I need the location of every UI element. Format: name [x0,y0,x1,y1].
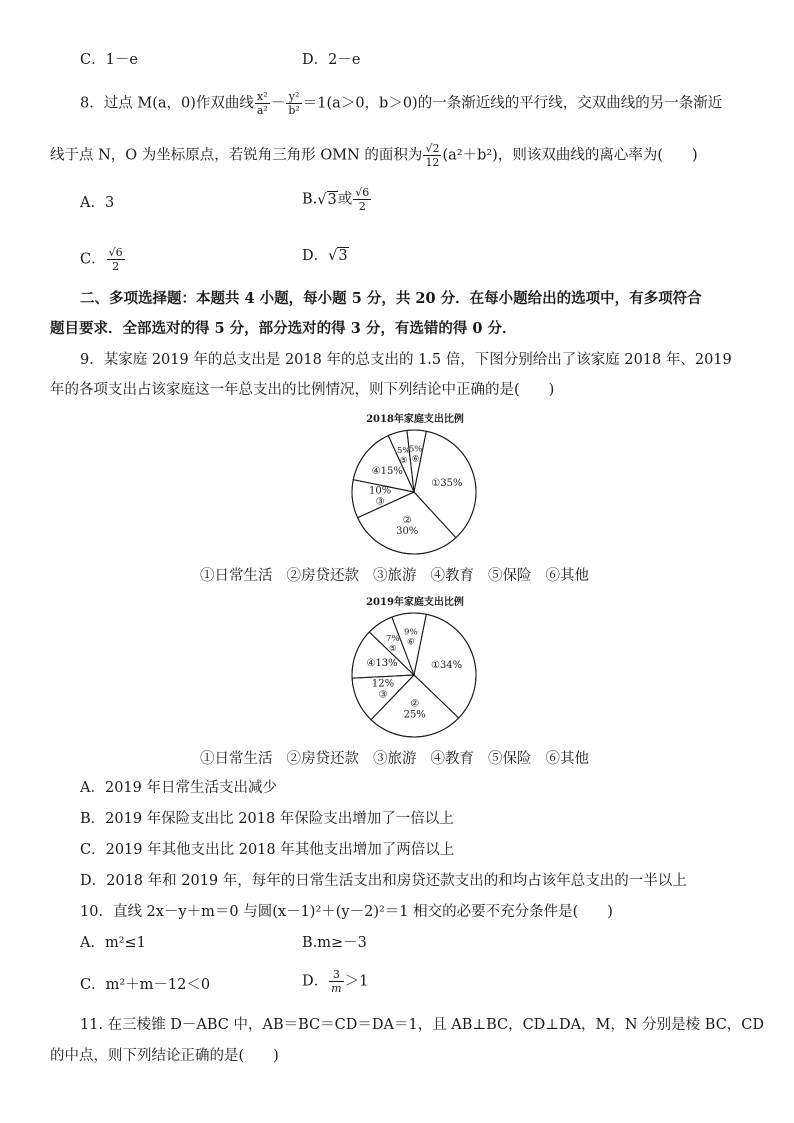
legend-item: ⑤保险 [488,751,532,767]
legend-item: ⑥其他 [545,751,589,767]
chart2-title: 2019年家庭支出比例 [366,597,464,608]
legend-item: ④教育 [430,568,474,584]
legend-item: ②房贷还款 [286,568,359,584]
pie-chart-2018 [340,420,490,565]
pie-label-2: ② 30% [396,514,419,537]
pie-label-6: 5% ⑥ [408,444,423,465]
pie-label-3: 12% ③ [371,678,395,701]
section2-title-cont: 题目要求．全部选对的得 5 分，部分选对的得 3 分，有选错的得 0 分． [50,320,517,337]
legend-item: ③旅游 [373,751,417,767]
legend-item: ③旅游 [373,568,417,584]
q9-option-b: B．2019 年保险支出比 2018 年保险支出增加了一倍以上 [80,811,454,827]
q9-line2: 年的各项支出占该家庭这一年总支出的比例情况，则下列结论中正确的是( ) [50,382,555,398]
q10-option-b: B.m≥－3 [302,935,367,951]
chart2-legend [200,747,603,768]
legend-item: ②房贷还款 [286,751,359,767]
q7-option-d: D．2－e [302,52,361,68]
legend-item: ①日常生活 [200,751,273,767]
pie-chart-2019 [340,603,490,748]
q10-option-c: C．m²＋m－12＜0 [80,977,211,993]
q8-option-c: C． $\frac{√6}{2}$ [80,246,123,273]
pie-label-6: 9% ⑥ [404,627,418,648]
q9-option-c: C．2019 年其他支出比 2018 年其他支出增加了两倍以上 [80,842,455,858]
section2-title: 二、多项选择题：本题共 4 小题，每小题 5 分，共 20 分．在每小题给出的选项中，有多项符合 [80,290,702,307]
pie-label-4: ④15% [371,465,403,477]
chart1-legend [200,564,603,585]
q9-option-a: A．2019 年日常生活支出减少 [80,780,277,796]
legend-item: ⑥其他 [545,568,589,584]
q11-line2: 的中点，则下列结论正确的是( ) [50,1048,279,1064]
q8-option-a: A．3 [80,195,115,211]
q8-line2: 线于点 N，O 为坐标原点，若锐角三角形 OMN 的面积为 $\frac{√2}{12}$ (a²＋b²)，则该双曲线的离心率为( ) [50,142,698,169]
pie-label-1: ①34% [430,659,463,671]
pie-label-5: 7% ⑤ [386,634,400,654]
q10-stem: 10．直线 2x－y＋m＝0 与圆(x－1)²＋(y－2)²＝1 相交的必要不充分条件是( ) [80,904,613,920]
legend-item: ①日常生活 [200,568,273,584]
q10-option-d: D． $\frac{3}{m}$ ＞1 [302,968,369,995]
pie-label-1: ①35% [431,477,463,489]
pie-label-4: ④13% [366,658,398,670]
q7-option-c: C．1－e [80,52,138,68]
pie-label-5: 5% ⑤ [396,446,411,466]
chart1-title: 2018年家庭支出比例 [366,414,464,425]
pie-label-3: 10% ③ [368,485,392,508]
q8-line1: 8．过点 M(a，0)作双曲线 $\frac{\text{x²}}{\text{a²}}$ － $\frac{\text{y²}}{\text{b²}}$ ＝1(a＞0，b＞0)的一条渐近线的平行线，交双曲线的另一条渐近 [80,90,723,117]
q9-line1: 9．某家庭 2019 年的总支出是 2018 年的总支出的 1.5 倍，下图分别给出了该家庭 2018 年、2019 [80,352,732,368]
q9-option-d: D．2018 年和 2019 年，每年的日常生活支出和房贷还款支出的和均占该年总支出的一半以上 [80,873,687,889]
legend-item: ⑤保险 [488,568,532,584]
legend-item: ④教育 [430,751,474,767]
q10-option-a: A．m²≤1 [80,935,146,951]
q8-option-b: B.√3或 $\frac{√6}{2}$ [302,186,370,213]
pie-label-2: ② 25% [403,698,426,721]
q8-option-d: D．√3 [302,248,348,264]
q11-line1: 11. 在三棱锥 D－ABC 中，AB＝BC＝CD＝DA＝1，且 AB⊥BC，CD⊥DA，M，N 分别是棱 BC，CD [80,1017,765,1033]
